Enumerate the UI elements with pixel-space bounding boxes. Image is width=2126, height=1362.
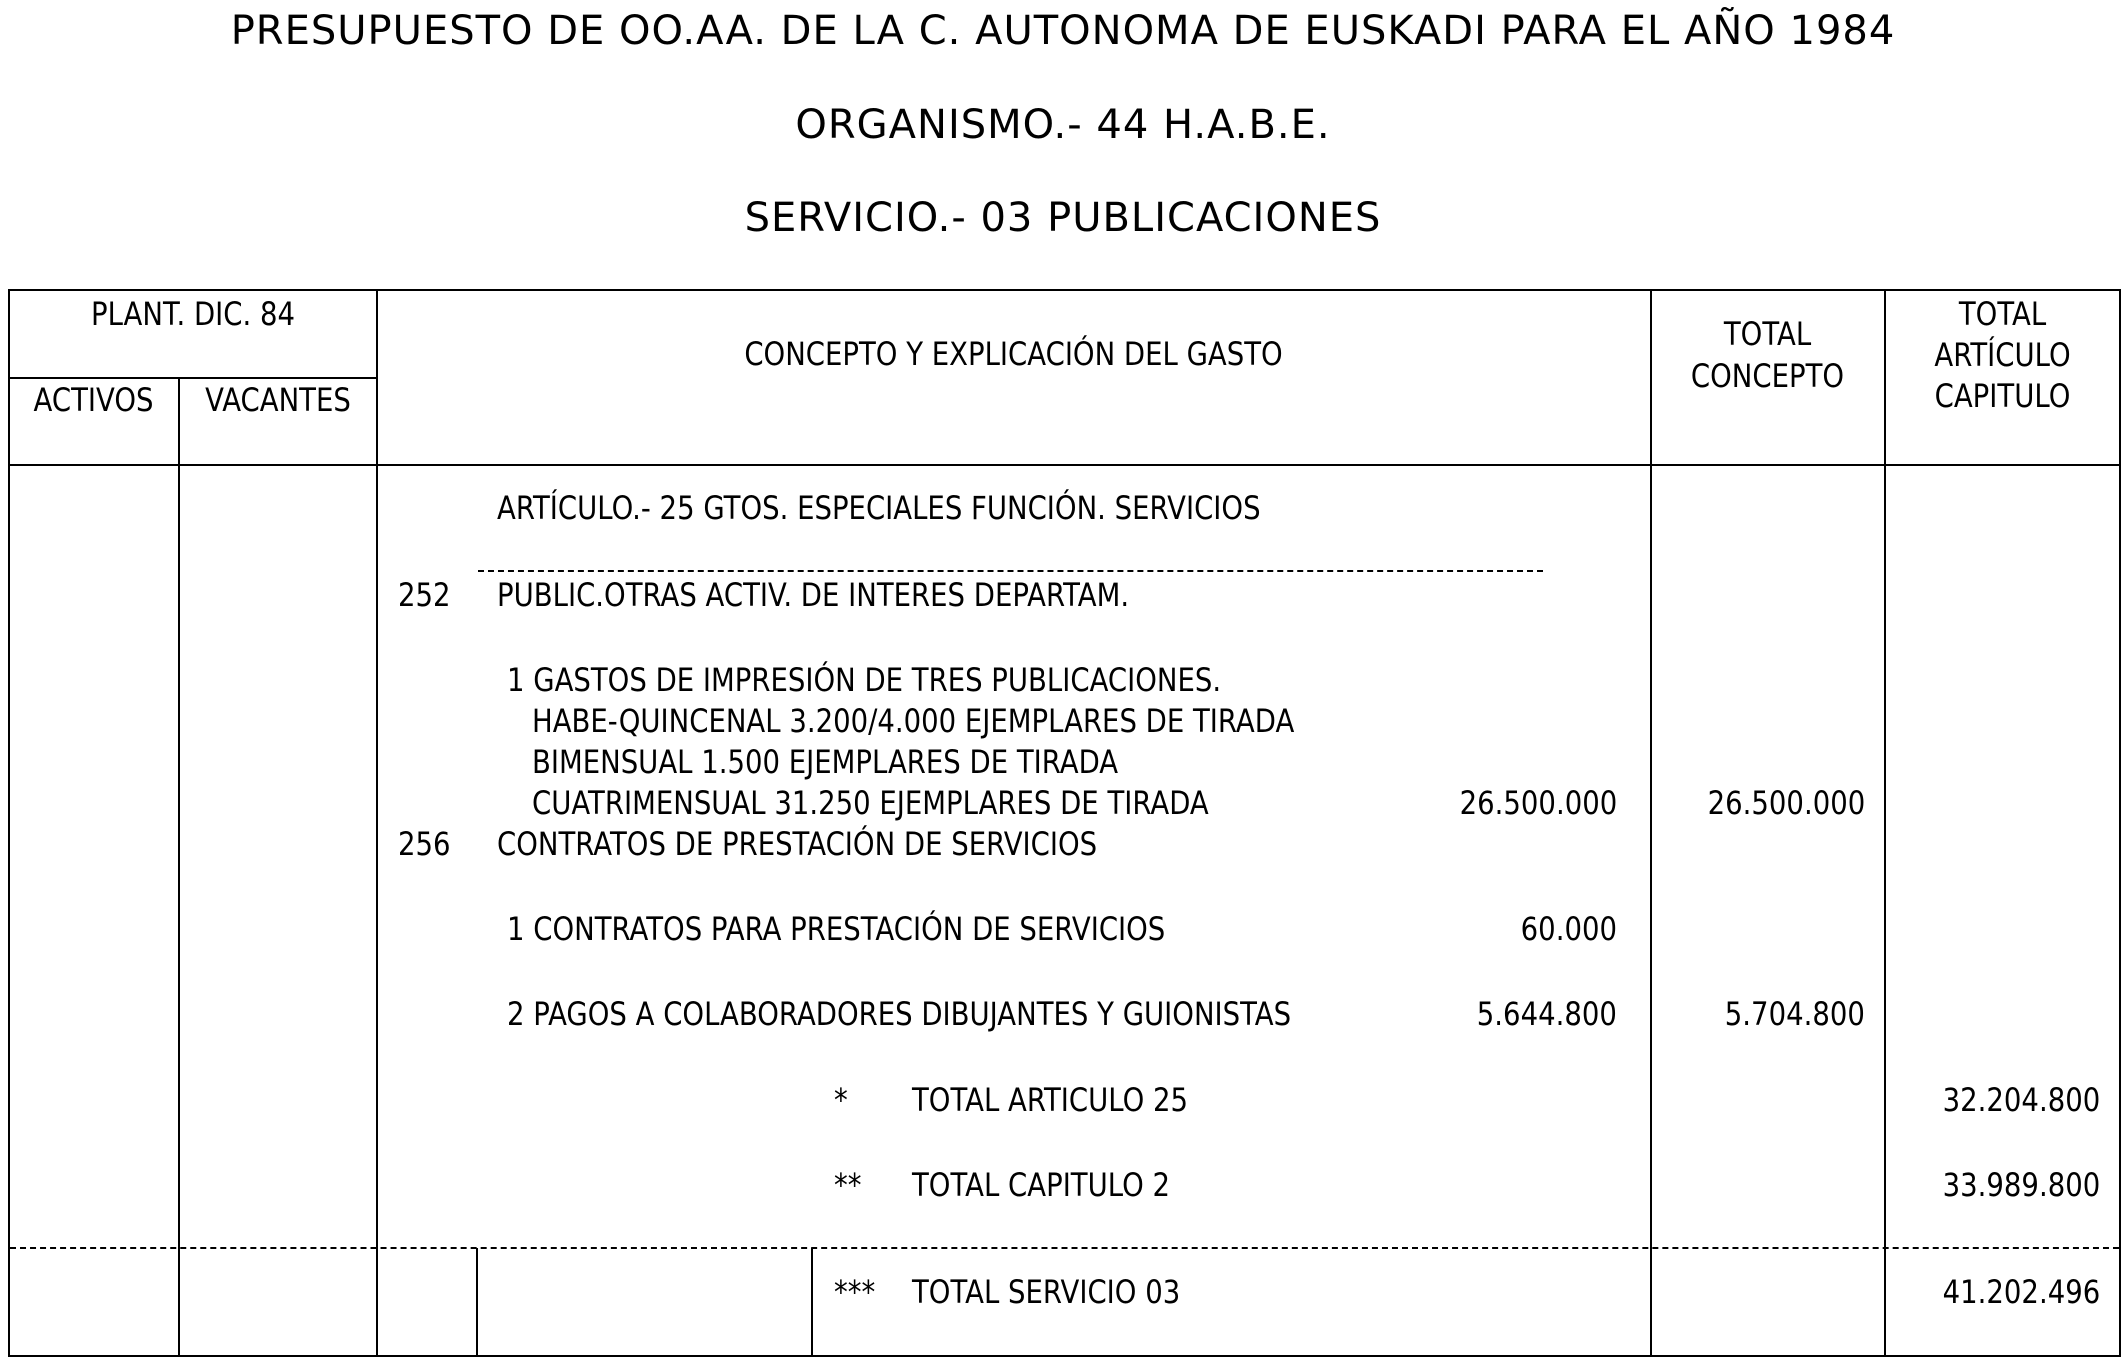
- total-articulo-mark: *: [834, 1081, 848, 1119]
- concepto-252-line1: 1 GASTOS DE IMPRESIÓN DE TRES PUBLICACIONES.: [507, 661, 1222, 699]
- concepto-256-item1-amount: 60.000: [1520, 910, 1617, 948]
- col-divider-concepto: [1650, 289, 1652, 1357]
- table-border-bottom: [8, 1355, 2121, 1357]
- col-divider-total-concepto: [1884, 289, 1886, 1357]
- total-capitulo-label: TOTAL CAPITULO 2: [912, 1166, 1171, 1204]
- total-articulo-label: TOTAL ARTICULO 25: [912, 1081, 1189, 1119]
- organismo-title: ORGANISMO.- 44 H.A.B.E.: [795, 102, 1331, 148]
- document-title: PRESUPUESTO DE OO.AA. DE LA C. AUTONOMA DE EUSKADI PARA EL AÑO 1984: [230, 8, 1896, 54]
- header-activos: ACTIVOS: [33, 381, 154, 419]
- header-total-articulo-2: ARTÍCULO: [1934, 336, 2071, 374]
- footer-divider-b: [811, 1248, 813, 1357]
- concepto-256-label: CONTRATOS DE PRESTACIÓN DE SERVICIOS: [497, 825, 1098, 863]
- articulo-heading: ARTÍCULO.- 25 GTOS. ESPECIALES FUNCIÓN. SERVICIOS: [497, 489, 1261, 527]
- total-servicio-label: TOTAL SERVICIO 03: [912, 1273, 1181, 1311]
- header-total-concepto-2: CONCEPTO: [1690, 357, 1845, 395]
- total-servicio-value: 41.202.496: [1942, 1273, 2100, 1311]
- total-capitulo-mark: **: [834, 1166, 862, 1204]
- table-border-top: [8, 289, 2121, 291]
- header-concepto: CONCEPTO Y EXPLICACIÓN DEL GASTO: [744, 335, 1283, 373]
- concepto-252-amount: 26.500.000: [1459, 784, 1617, 822]
- total-servicio-mark: ***: [834, 1273, 876, 1311]
- header-total-articulo-1: TOTAL: [1958, 295, 2047, 333]
- header-vacantes: VACANTES: [205, 381, 351, 419]
- header-total-articulo-3: CAPITULO: [1934, 377, 2071, 415]
- header-divider: [8, 464, 2121, 466]
- concepto-256-item2-amount: 5.644.800: [1476, 995, 1617, 1033]
- concepto-256-item1: 1 CONTRATOS PARA PRESTACIÓN DE SERVICIOS: [507, 910, 1166, 948]
- col-divider-activos: [178, 377, 180, 1357]
- concepto-252-line3: BIMENSUAL 1.500 EJEMPLARES DE TIRADA: [532, 743, 1119, 781]
- total-capitulo-value: 33.989.800: [1942, 1166, 2100, 1204]
- col-divider-vacantes: [376, 289, 378, 1357]
- footer-divider-a: [476, 1248, 478, 1357]
- table-border-right: [2119, 289, 2121, 1357]
- total-articulo-value: 32.204.800: [1942, 1081, 2100, 1119]
- concepto-256-code: 256: [398, 825, 451, 863]
- concepto-252-code: 252: [398, 576, 451, 614]
- concepto-256-item2: 2 PAGOS A COLABORADORES DIBUJANTES Y GUIONISTAS: [507, 995, 1292, 1033]
- concepto-252-label: PUBLIC.OTRAS ACTIV. DE INTERES DEPARTAM.: [497, 576, 1130, 614]
- servicio-title: SERVICIO.- 03 PUBLICACIONES: [744, 195, 1382, 241]
- concepto-256-total: 5.704.800: [1724, 995, 1865, 1033]
- total-servicio-dashed-rule: [10, 1247, 2119, 1249]
- articulo-dashed-rule: [478, 570, 1543, 572]
- table-border-left: [8, 289, 10, 1357]
- concepto-252-line4: CUATRIMENSUAL 31.250 EJEMPLARES DE TIRADA: [532, 784, 1209, 822]
- concepto-252-line2: HABE-QUINCENAL 3.200/4.000 EJEMPLARES DE TIRADA: [532, 702, 1295, 740]
- plantilla-divider: [8, 377, 377, 379]
- concepto-252-total: 26.500.000: [1707, 784, 1865, 822]
- header-total-concepto-1: TOTAL: [1723, 315, 1812, 353]
- header-plantilla: PLANT. DIC. 84: [90, 295, 296, 333]
